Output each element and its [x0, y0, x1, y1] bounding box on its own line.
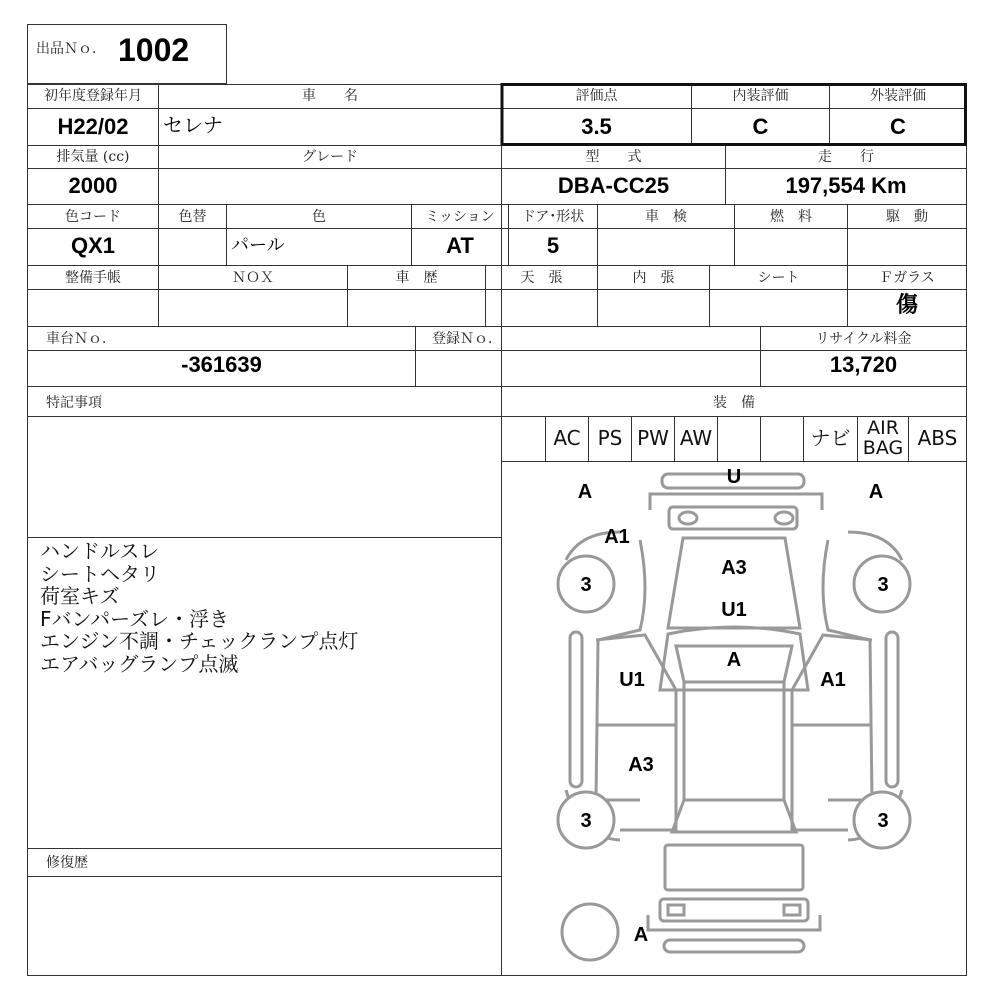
mileage-value: 197,554 Km — [785, 173, 907, 198]
color-code-value: QX1 — [70, 233, 116, 258]
note-line: エアバッグランプ点滅 — [40, 651, 239, 676]
model-value: DBA-CC25 — [557, 173, 670, 198]
mark-rear: A — [633, 924, 649, 946]
drive-label: 駆 動 — [886, 209, 928, 225]
equipment-label: 装 備 — [713, 395, 755, 411]
grade-label: グレード — [302, 149, 358, 165]
color-value: パール — [231, 235, 285, 256]
chassis-no-value: -361639 — [181, 352, 262, 377]
equipment-navi: ナビ — [810, 426, 851, 450]
mark-front-roof: U — [726, 466, 742, 488]
repair-history-label: 修復歴 — [46, 855, 88, 871]
recycle-fee-label: リサイクル料金 — [815, 331, 912, 347]
first-reg-value: H22/02 — [57, 114, 129, 139]
service-book-label: 整備手帳 — [65, 270, 121, 286]
mark-tire-fr: 3 — [877, 574, 889, 596]
reg-no-label: 登録Ｎｏ． — [432, 331, 502, 347]
transmission-value: AT — [446, 233, 474, 258]
car-body-shape — [566, 532, 902, 890]
displacement-value: 2000 — [68, 173, 118, 198]
chassis-no-label: 車台Ｎｏ． — [46, 331, 116, 347]
car-name-label: 車 名 — [302, 88, 358, 104]
color-label: 色 — [312, 209, 326, 225]
mark-tire-fl: 3 — [580, 574, 592, 596]
seat-label: シート — [757, 270, 800, 286]
color-change-label: 色替 — [178, 209, 207, 225]
displacement-label: 排気量 (cc) — [56, 149, 130, 165]
mark-windshield: A1 — [604, 526, 630, 548]
equipment-airbag: AIR BAG — [862, 417, 904, 459]
equipment-abs: ABS — [917, 426, 958, 450]
recycle-fee-value: 13,720 — [829, 352, 898, 377]
lot-number-label: 出品Ｎｏ． — [36, 41, 106, 57]
equipment-aw: AW — [679, 426, 713, 450]
color-code-label: 色コード — [65, 209, 121, 225]
equipment-pw: PW — [637, 426, 669, 450]
car-name-value: セレナ — [163, 113, 223, 137]
equipment-ps: PS — [597, 426, 623, 450]
mark-right-side: A1 — [820, 669, 846, 691]
car-damage-diagram — [501, 461, 966, 975]
fuel-label: 燃 料 — [770, 209, 812, 225]
mark-left-rear: A3 — [628, 754, 654, 776]
f-glass-label: Ｆガラス — [879, 270, 935, 286]
model-label: 型 式 — [585, 149, 642, 165]
interior-score-label: 内装評価 — [732, 88, 789, 104]
interior-trim-label: 内 張 — [632, 270, 675, 286]
score-value: 3.5 — [581, 114, 612, 139]
equipment-ac: AC — [553, 426, 581, 450]
note-line: Fバンパーズレ・浮き — [40, 606, 230, 631]
mark-tire-rl: 3 — [580, 810, 592, 832]
door-shape-label: ドア･形状 — [521, 209, 585, 225]
rear-bumper-shape — [648, 899, 820, 952]
notes-label: 特記事項 — [46, 395, 102, 411]
transmission-label: ミッション — [425, 209, 495, 225]
notes-list — [40, 540, 358, 675]
mark-left-side: U1 — [619, 669, 645, 691]
spare-tire — [562, 904, 618, 960]
mark-roof: A — [726, 649, 742, 671]
mark-front-left: A — [577, 481, 593, 503]
roof-label: 天 張 — [520, 270, 563, 286]
f-glass-value: 傷 — [895, 292, 918, 317]
score-label: 評価点 — [575, 88, 618, 104]
exterior-score-value: C — [890, 114, 906, 139]
inspection-label: 車 検 — [645, 209, 687, 225]
note-line: 荷室キズ — [40, 584, 120, 608]
first-reg-label: 初年度登録年月 — [44, 88, 142, 104]
exterior-score-label: 外装評価 — [870, 88, 926, 104]
note-line: シートヘタリ — [40, 561, 160, 586]
mark-front-right: A — [868, 481, 884, 503]
mark-hood-1: A3 — [721, 557, 747, 579]
interior-score-value: C — [752, 114, 769, 139]
note-line: ハンドルスレ — [40, 539, 160, 563]
note-line: エンジン不調・チェックランプ点灯 — [40, 629, 359, 653]
lot-number-value: 1002 — [118, 32, 190, 68]
mileage-label: 走 行 — [818, 149, 874, 165]
door-shape-value: 5 — [546, 233, 560, 258]
mark-tire-rr: 3 — [877, 810, 889, 832]
nox-label: ＮＯＸ — [232, 270, 274, 286]
history-label: 車 歴 — [395, 270, 438, 286]
mark-hood-2: U1 — [721, 599, 747, 621]
